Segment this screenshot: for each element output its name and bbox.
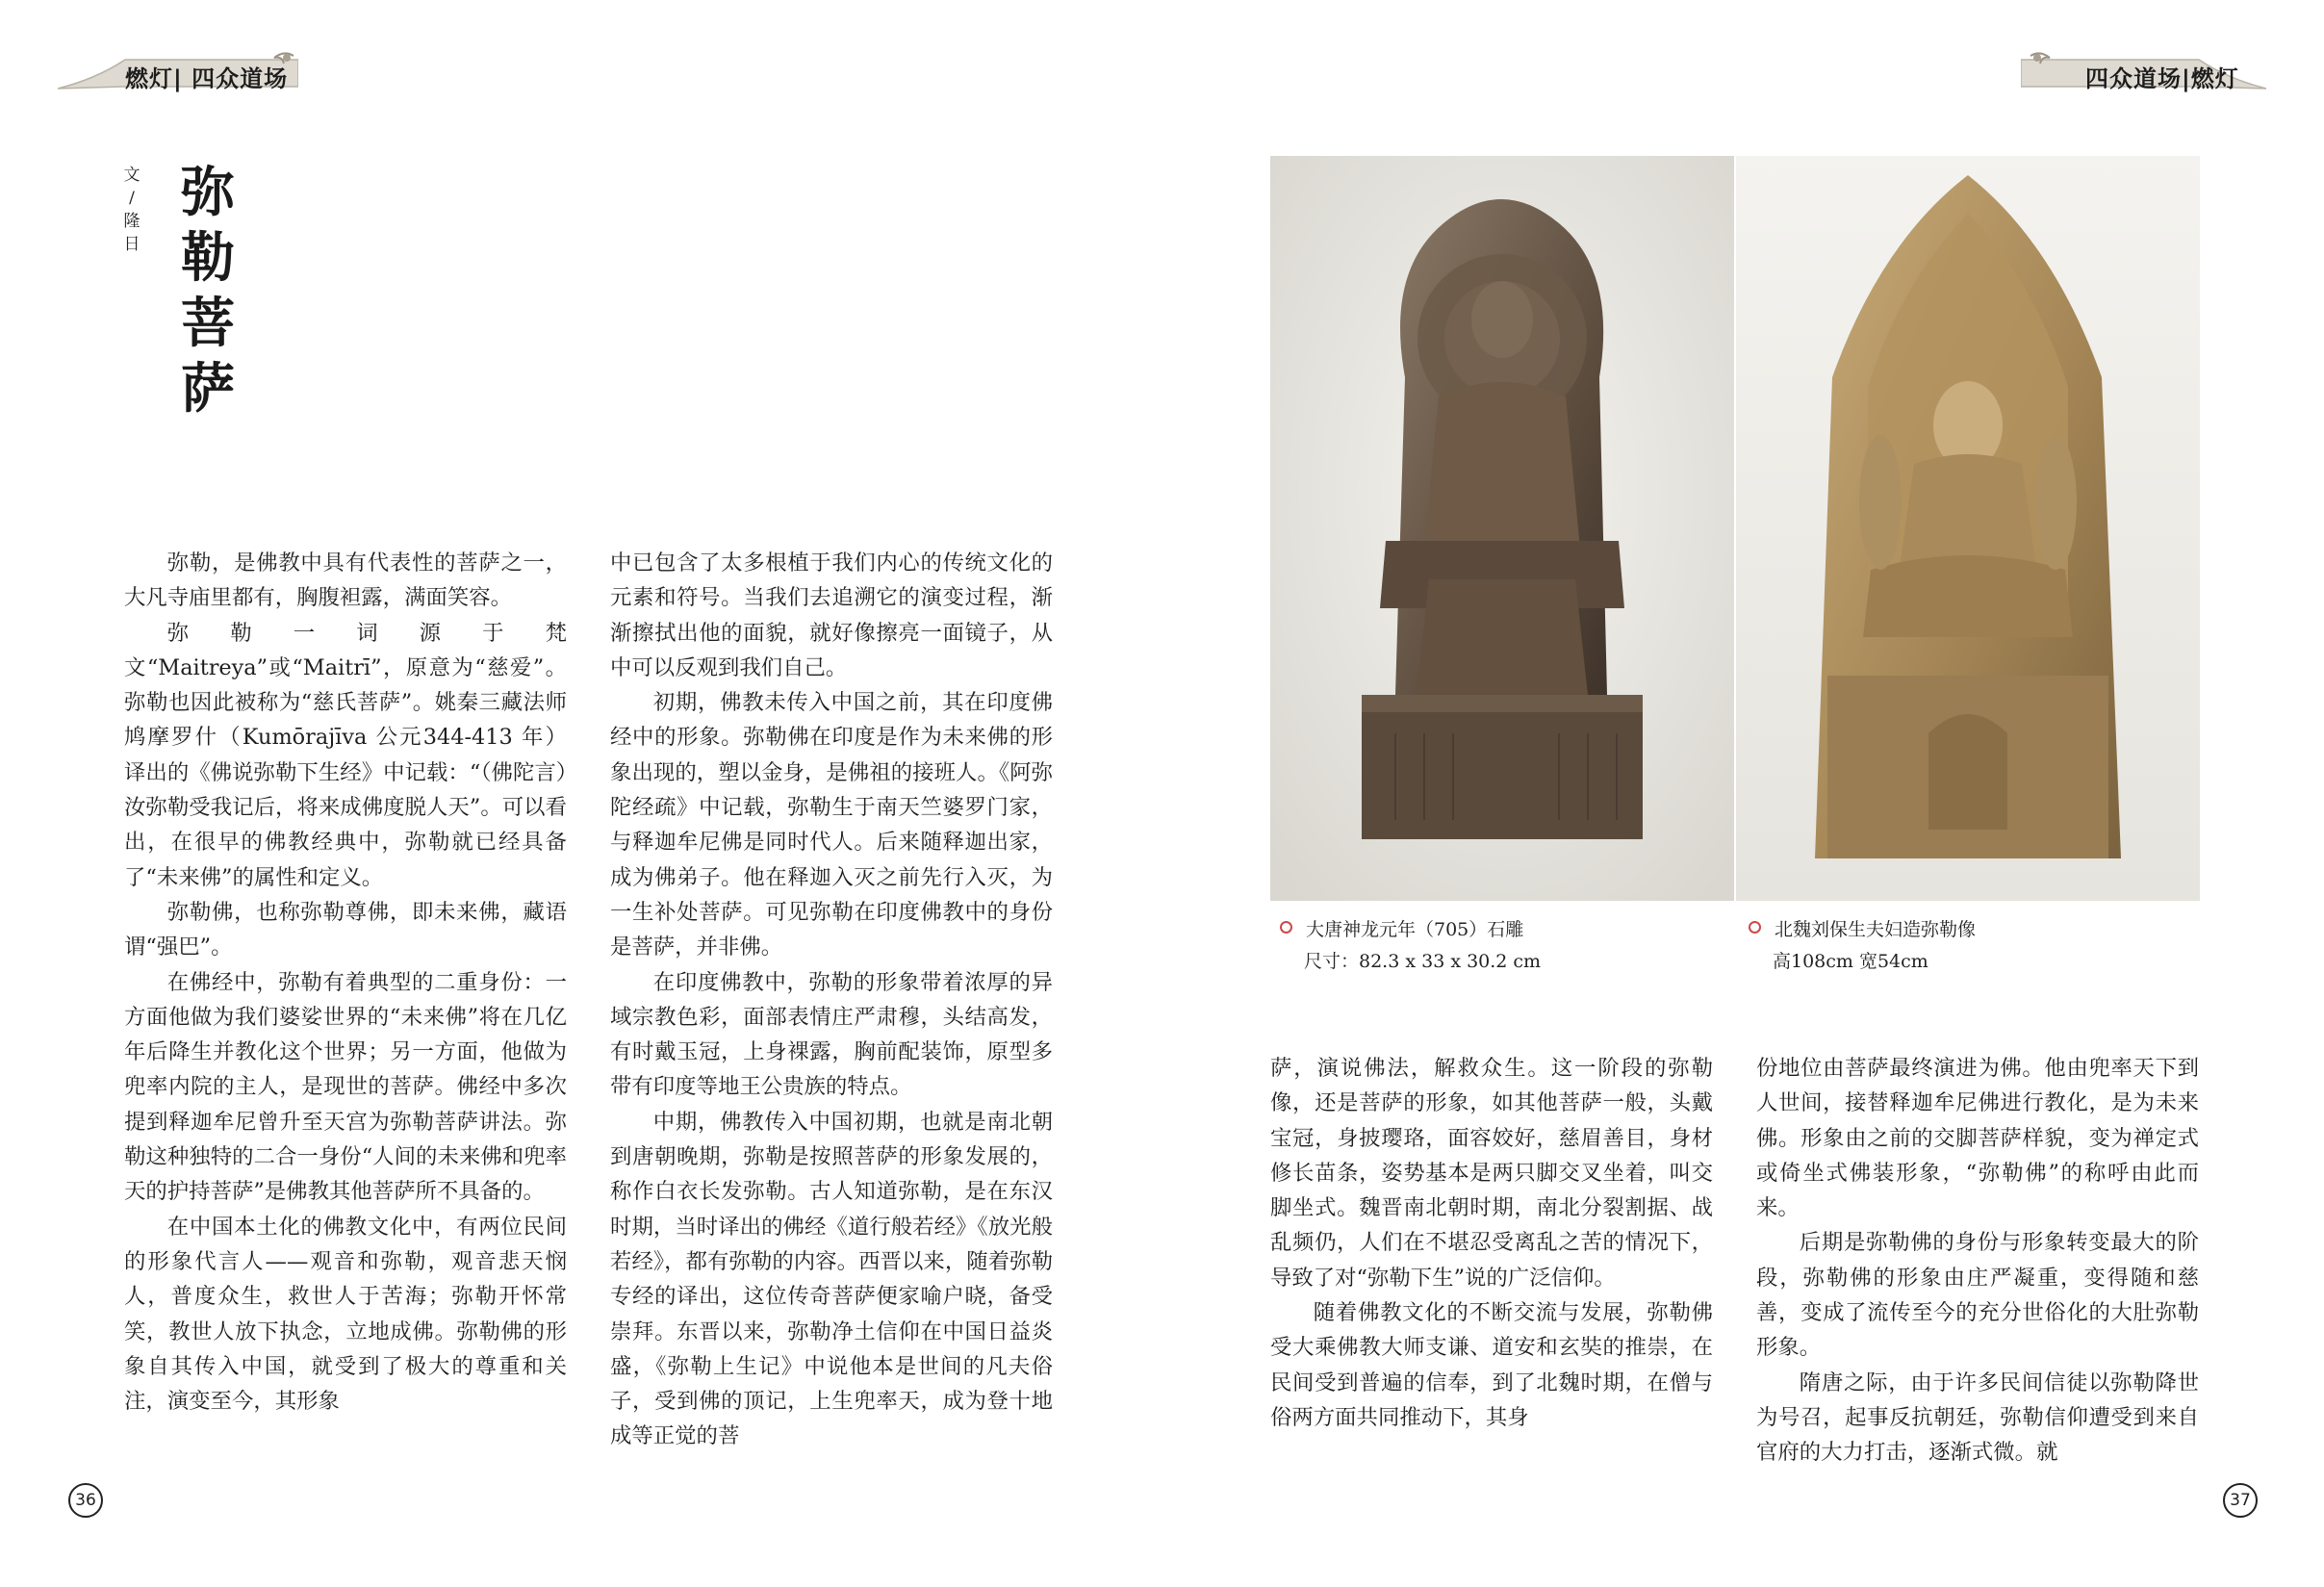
tang-statue-illustration xyxy=(1270,156,1734,901)
paragraph: 隋唐之际，由于许多民间信徒以弥勒降世为号召，起事反抗朝廷，弥勒信仰遭受到来自官府的大力打击，逐渐式微。就 xyxy=(1756,1369,2199,1466)
article-byline xyxy=(119,164,144,256)
title-char: 勒 xyxy=(181,226,235,290)
caption-marker-icon xyxy=(1749,921,1761,934)
paragraph: 随着佛教文化的不断交流与发展，弥勒佛受大乘佛教大师支谦、道安和玄奘的推崇，在民间受到普遍的信奉，到了北魏时期，在僧与俗两方面共同推动下，其身 xyxy=(1270,1300,1713,1430)
paragraph-continued: 萨，演说佛法，解救众生。这一阶段的弥勒像，还是菩萨的形象，如其他菩萨一般，头戴宝冠，身披璎珞，面容姣好，慈眉善目，身材修长苗条，姿势基本是两只脚交叉坐着，叫交脚坐式。魏晋南北朝时期，南北分裂割据、战乱频仍，人们在不堪忍受离乱之苦的情况下，导致了对“弥勒下生”说的广泛信仰。 xyxy=(1270,1056,1713,1291)
caption-title: 北魏刘保生夫妇造弥勒像 xyxy=(1775,919,1977,940)
caption-dimensions: 尺寸：82.3 x 33 x 30.2 cm xyxy=(1304,951,1542,972)
title-char: 萨 xyxy=(181,357,235,421)
byline-char: 文 xyxy=(123,166,140,185)
figure-photo-wei-stele xyxy=(1736,156,2200,901)
byline-char: 隆 xyxy=(123,212,140,231)
byline-char: / xyxy=(129,189,135,208)
text-column-1 xyxy=(124,546,567,1419)
caption-marker-icon xyxy=(1280,921,1292,934)
byline-char: 日 xyxy=(123,235,140,254)
caption-dimensions: 高108cm 宽54cm xyxy=(1773,951,1928,972)
text-column-4 xyxy=(1756,1051,2199,1471)
article-title xyxy=(179,160,237,422)
text-column-3 xyxy=(1270,1051,1713,1435)
page-number-right: 37 xyxy=(2223,1483,2258,1518)
left-header-banner xyxy=(58,50,298,94)
paragraph: 在佛经中，弥勒有着典型的二重身份：一方面他做为我们婆娑世界的“未来佛”将在几亿年后降生并教化这个世界；另一方面，他做为兜率内院的主人，是现世的菩萨。佛经中多次提到释迦牟尼曾升至天宫为弥勒菩萨讲法。弥勒这种独特的二合一身份“人间的未来佛和兜率天的护持菩萨”是佛教其他菩萨所不具备的。 xyxy=(124,969,567,1205)
paragraph: 在印度佛教中，弥勒的形象带着浓厚的异域宗教色彩，面部表情庄严肃穆，头结高发，有时戴玉冠，上身裸露，胸前配装饰，原型多带有印度等地王公贵族的特点。 xyxy=(610,969,1053,1100)
paragraph: 弥勒，是佛教中具有代表性的菩萨之一，大凡寺庙里都有，胸腹袒露，满面笑容。 xyxy=(124,550,567,611)
paragraph: 初期，佛教未传入中国之前，其在印度佛经中的形象。弥勒佛在印度是作为未来佛的形象出现的，塑以金身，是佛祖的接班人。《阿弥陀经疏》中记载，弥勒生于南天竺婆罗门家，与释迦牟尼佛是同时代人。后来随释迦出家，成为佛弟子。他在释迦入灭之前先行入灭，为一生补处菩萨。可见弥勒在印度佛教中的身份是菩萨，并非佛。 xyxy=(610,690,1053,960)
paragraph-continued: 中已包含了太多根植于我们内心的传统文化的元素和符号。当我们去追溯它的演变过程，渐渐擦拭出他的面貌，就好像擦亮一面镜子，从中可以反观到我们自己。 xyxy=(610,550,1053,680)
paragraph: 弥勒一词源于梵文“Maitreya”或“Maitrī”，原意为“慈爱”。弥勒也因此被称为“慈氏菩萨”。姚秦三藏法师鸠摩罗什（Kumōrajīva 公元344-413 年）译出的《佛说弥勒下生经》中记载：“（佛陀言）汝弥勒受我记后，将来成佛度脱人天”。可以看出，在很早的佛教经典中，弥勒就已经具备了“未来佛”的属性和定义。 xyxy=(124,620,567,890)
paragraph: 中期，佛教传入中国初期，也就是南北朝到唐朝晚期，弥勒是按照菩萨的形象发展的，称作白衣长发弥勒。古人知道弥勒，是在东汉时期，当时译出的佛经《道行般若经》《放光般若经》，都有弥勒的内容。西晋以来，随着弥勒专经的译出，这位传奇菩萨便家喻户晓，备受崇拜。东晋以来，弥勒净土信仰在中国日益炎盛，《弥勒上生记》中说他本是世间的凡夫俗子，受到佛的顶记，上生兜率天，成为登十地成等正觉的菩 xyxy=(610,1109,1053,1449)
text-column-2 xyxy=(610,546,1053,1454)
paragraph: 在中国本土化的佛教文化中，有两位民间的形象代言人——观音和弥勒，观音悲天悯人，普度众生，救世人于苦海；弥勒开怀常笑，教世人放下执念，立地成佛。弥勒佛的形象自其传入中国，就受到了极大的尊重和关注，演变至今，其形象 xyxy=(124,1214,567,1415)
left-header-title: 燃灯| 四众道场 xyxy=(125,65,289,92)
right-header-banner xyxy=(2021,50,2266,94)
right-header-title: 四众道场|燃灯 xyxy=(2085,65,2239,92)
figure-caption-2 xyxy=(1749,914,1976,978)
title-char: 弥 xyxy=(181,161,235,224)
title-char: 菩 xyxy=(181,292,235,355)
figure-photo-tang-statue xyxy=(1270,156,1734,901)
paragraph-continued: 份地位由菩萨最终演进为佛。他由兜率天下到人世间，接替释迦牟尼佛进行教化，是为未来佛。形象由之前的交脚菩萨样貌，变为禅定式或倚坐式佛装形象，“弥勒佛”的称呼由此而来。 xyxy=(1756,1056,2199,1221)
paragraph: 后期是弥勒佛的身份与形象转变最大的阶段，弥勒佛的形象由庄严凝重，变得随和慈善，变成了流传至今的充分世俗化的大肚弥勒形象。 xyxy=(1756,1230,2199,1361)
paragraph: 弥勒佛，也称弥勒尊佛，即未来佛，藏语谓“强巴”。 xyxy=(124,899,567,960)
page-number-left: 36 xyxy=(68,1483,103,1518)
wei-stele-illustration xyxy=(1736,156,2200,901)
figure-caption-1 xyxy=(1280,914,1541,978)
caption-title: 大唐神龙元年（705）石雕 xyxy=(1306,919,1524,940)
